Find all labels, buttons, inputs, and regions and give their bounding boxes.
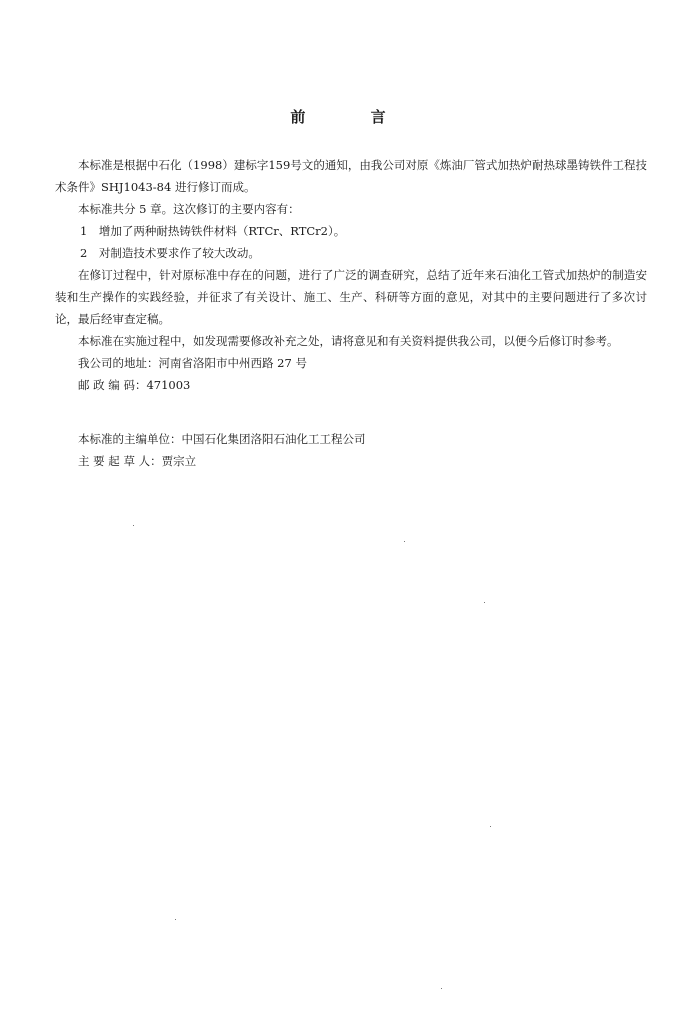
revision-item-1: 1 增加了两种耐热铸铁件材料（RTCr、RTCr2）。 — [80, 224, 346, 238]
scan-speck — [133, 525, 134, 526]
company-postcode: 邮 政 编 码：471003 — [78, 378, 191, 392]
main-drafter: 主 要 起 草 人：贾宗立 — [78, 454, 197, 468]
paragraph-process: 在修订过程中，针对原标准中存在的问题，进行了广泛的调查研究，总结了近年来石油化工管式加热炉的制造安装和生产操作的实践经验，并征求了有关设计、施工、生产、科研等方面的意见，对其中的主要问题进行了多次讨论，最后经审查定稿。 — [55, 268, 647, 326]
credits-block — [55, 428, 647, 472]
page-title: 前 言 — [290, 108, 416, 126]
scan-speck — [441, 988, 442, 989]
company-address: 我公司的地址：河南省洛阳市中州西路 27 号 — [78, 356, 307, 370]
scan-speck — [490, 826, 491, 827]
revision-item-2: 2 对制造技术要求作了较大改动。 — [80, 246, 260, 260]
preface-body — [55, 154, 647, 396]
scan-speck — [484, 602, 485, 603]
paragraph-feedback: 本标准在实施过程中，如发现需要修改补充之处，请将意见和有关资料提供我公司，以便今后修订时参考。 — [78, 334, 619, 348]
scan-speck — [404, 541, 405, 542]
editor-unit: 本标准的主编单位：中国石化集团洛阳石油化工工程公司 — [78, 432, 366, 446]
paragraph-basis: 本标准是根据中石化（1998）建标字159号文的通知，由我公司对原《炼油厂管式加热炉耐热球墨铸铁件工程技术条件》SHJ1043-84 进行修订而成。 — [55, 158, 647, 194]
paragraph-chapters: 本标准共分 5 章。这次修订的主要内容有： — [78, 202, 300, 216]
scan-speck — [175, 919, 176, 920]
